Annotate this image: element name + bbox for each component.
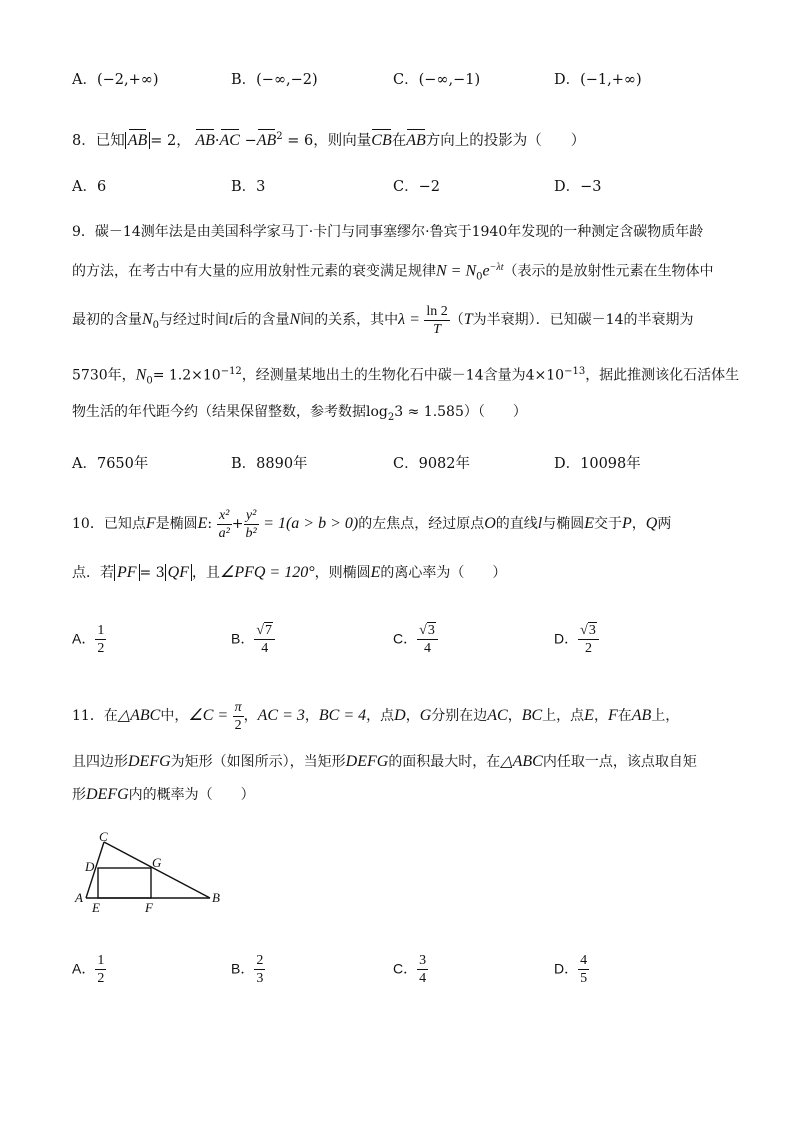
q8-stem: 8．已知 AB = 2， $AB\cdot AC -AB^2 = 6$，则向量CB在AB方向上的投影为（ ） — [72, 131, 586, 149]
q8-option-b: B．3 — [231, 179, 266, 195]
q9-option-d: D．10098年 — [554, 456, 641, 472]
label-b: B — [212, 890, 220, 905]
label-c: C — [99, 830, 108, 844]
label-d: D — [85, 859, 95, 874]
q11-option-a: A． $\frac{1}{2}$ — [72, 953, 105, 986]
label-g: G — [152, 855, 162, 870]
q10-option-b: B． $\frac{√7}{4}$ — [231, 622, 275, 657]
q8-option-c: C．−2 — [393, 179, 440, 195]
rectangle-defg — [98, 868, 151, 898]
q10-option-a: A． $\frac{1}{2}$ — [72, 623, 105, 656]
q7-option-a: A．(−2,+∞) — [72, 72, 159, 88]
q9-line-1: 9．碳－14测年法是由美国科学家马丁·卡门与同事塞缪尔·鲁宾于1940年发现的一种测定含碳物质年龄 — [72, 224, 704, 240]
label-f: F — [145, 900, 153, 915]
label-e: E — [92, 900, 100, 915]
q10-y-fraction: $\frac{\text{y²}}{\text{b²}}$ — [245, 507, 257, 541]
q7-option-c: C．(−∞,−1) — [393, 72, 481, 88]
q8-option-a: A．6 — [72, 179, 107, 195]
q11-line-3: 形DEFG内的概率为（ ） — [72, 786, 255, 803]
q10-option-c: C． $\frac{√3}{4}$ — [393, 622, 438, 657]
q9-line-5: 物生活的年代距今约（结果保留整数，参考数据$\log_23 \approx 1.585$）（ ） — [72, 404, 527, 423]
q11-line-1: 11．在△ABC中，∠C = $\frac{\pi}{2}$ ，AC = 3，BC = 4，点D，G分别在边AC，BC上，点E，F在AB上， — [72, 699, 680, 733]
q10-x-fraction: $\frac{\text{x²}}{\text{a²}}$ — [218, 507, 230, 541]
q11-triangle-figure — [70, 830, 230, 915]
side-cb — [104, 842, 210, 898]
q9-line-2: 的方法，在考古中有大量的应用放射性元素的衰变满足规律$N = N_0e^{-\lambda t}$（表示的是放射性元素在生物体中 — [72, 262, 714, 283]
q10-line-1: 10．已知点F是椭圆E: $\frac{\text{x²}}{\text{a²}}$ + $\frac{\text{y²}}{\text{b²}}$ = 1(a > b > 0)的左焦点，经过原点O的直线l与椭圆E交于P，Q两 — [72, 507, 672, 541]
q9-lambda-fraction: $\frac{\ln 2}{T}$ — [426, 303, 448, 337]
q9-option-c: C．9082年 — [393, 456, 470, 472]
q11-option-d: D． $\frac{4}{5}$ — [554, 953, 588, 986]
q11-pi-fraction: $\frac{\pi}{2}$ — [234, 699, 242, 733]
q11-line-2: 且四边形DEFG为矩形（如图所示），当矩形DEFG的面积最大时，在△ABC内任取一点，该点取自矩 — [72, 753, 697, 770]
q8-option-d: D．−3 — [554, 179, 602, 195]
q11-option-b: B． $\frac{2}{3}$ — [231, 953, 264, 986]
q7-option-b: B．(−∞,−2) — [231, 72, 318, 88]
q9-line-3: 最初的含量$N_0$与经过时间t后的含量N间的关系，其中λ = $\frac{\ln 2}{T}$ （T为半衰期）．已知碳－14的半衰期为 — [72, 303, 694, 337]
q9-option-a: A．7650年 — [72, 456, 149, 472]
q10-line-2: 点．若 PF = 3 QF ，且∠PFQ = 120°，则椭圆E的离心率为（ ） — [72, 564, 507, 581]
label-a: A — [75, 890, 83, 905]
q11-option-c: C． $\frac{3}{4}$ — [393, 953, 427, 986]
q10-option-d: D． $\frac{√3}{2}$ — [554, 622, 599, 657]
q9-line-4: 5730年，$N_0= 1.2\times 10^{-12}$，经测量某地出土的生物化石中碳－14含量为$4\times 10^{-13}$，据此推测该化石活体生 — [72, 366, 740, 387]
q7-option-d: D．(−1,+∞) — [554, 72, 642, 88]
q9-option-b: B．8890年 — [231, 456, 308, 472]
